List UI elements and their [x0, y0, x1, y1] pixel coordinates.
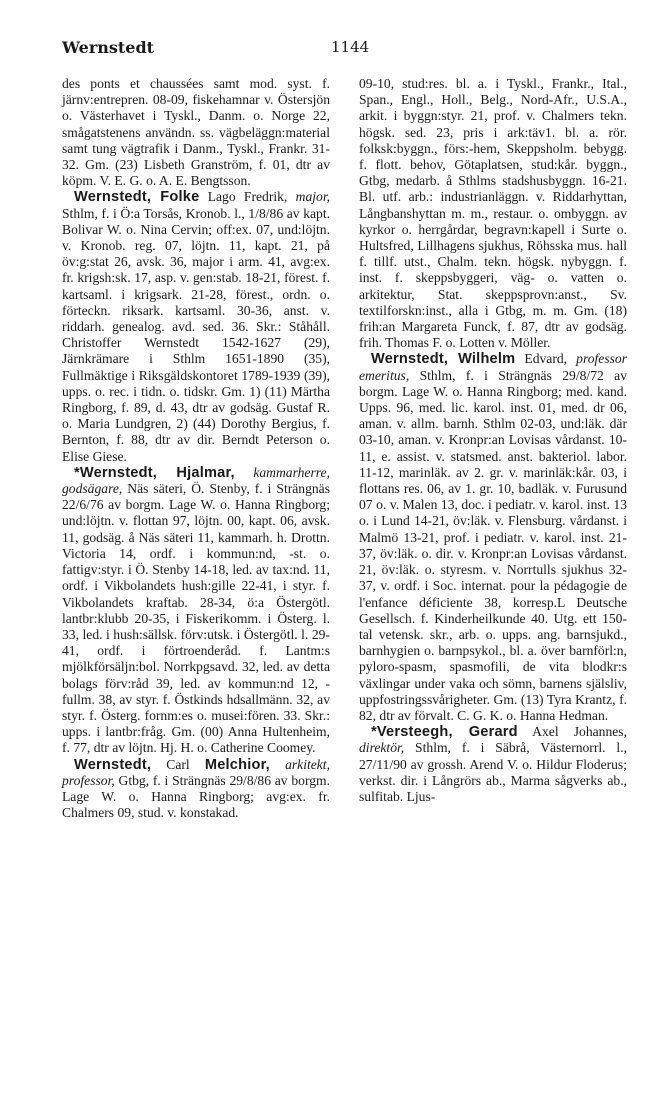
entry-given-names: Edvard, [515, 351, 577, 367]
entry-headword: Wernstedt, [74, 756, 152, 773]
page-header [62, 38, 602, 64]
entry-continuation [62, 76, 330, 189]
entry-headword: *Wernstedt, Hjalmar, [74, 464, 235, 481]
entry-title: major, [295, 189, 330, 205]
entry-wernstedt-wilhelm [359, 351, 627, 724]
entry-text: 09-10, stud:res. bl. a. i Tyskl., Frankr., Ital., Span., Engl., Holl., Belg., Nord-Afr., U.S.A., arkit. i byggn:styr. 21, prof. v. Chalmers tekn. högsk. sed. 23, pris i ark:täv1. bl. a. rör. folksk:byggn., förs:-hem, Skeppsholm. bebygg. f. flott. behov, Götaplatsen, stud:kår. byggn., Gtbg, medarb. å Sthlms stadshusbyggn. 16-21. Bl. utf. arb.: industrianläggn. v. Riddarhyttan, Långbanshyttan m. m., restaur. o. ombyggn. av kyrkor o. herrgårdar, begravn:kapell i Surte o. Hultsfred, Lillhagens sjukhus, Röhsska mus. hall f. tillf. utst., Chalm. tekn. högsk. nybyggn. f. inst. f. skeppsbyggeri, väg- o. vatten o. arkitektur, Stat. skeppsprovn:anst., Sv. textilforskn:inst., alla i Gtbg, m. m. Gm. (18) frih:an Margareta Funck, f. 87, dtr av godsäg. frih. Thomas F. o. Lotten v. Möller. [359, 76, 627, 351]
entry-given-names: Carl [151, 756, 205, 772]
right-column [359, 76, 627, 805]
entry-headword: *Versteegh, Gerard [371, 724, 518, 741]
entry-headword: Wernstedt, Wilhelm [371, 351, 516, 368]
entry-versteegh-gerard [359, 724, 627, 805]
entry-wernstedt-folke [62, 189, 330, 464]
entry-given-names: Lago Fredrik, [199, 189, 296, 205]
entry-text: des ponts et chaussées samt mod. syst. f. järnv:entrepren. 08-09, fiskehamnar v. Östersjön o. Västerhavet i Tyskl., Danm. o. Norge 22, smågatstenens användn. ss. vägbeläggn:material samt tung vägtrafik i Danm., Tyskl., Frankr. 31-32. Gm. (23) Lisbeth Granström, f. 01, dtr av köpm. V. E. G. o. A. E. Bengtsson. [62, 76, 330, 189]
entry-title: arkitekt, professor, [62, 756, 330, 788]
entry-given-names [235, 465, 254, 480]
entry-text: Sthlm, f. i Säbrå, Västernorrl. l., 27/11/90 av grossh. Arend V. o. Hildur Floderus; verkst. dir. i Långrörs ab., Marma sågverks ab., sulfitab. Ljus- [359, 740, 627, 804]
entry-wernstedt-hjalmar [62, 465, 330, 757]
entry-title: professor emeritus, [359, 351, 627, 383]
entry-title: direktör, [359, 740, 405, 756]
entry-text: Näs säteri, Ö. Stenby, f. i Strängnäs 22/6/76 av borgm. Lage W. o. Hanna Ringborg; und:löjtn. v. flottan 97, löjtn. 00, kapt. 06, avsk. 11, godsäg. å Näs säteri 11, kammarh. h. Drottn. Victoria 14, ordf. i kommun:nd, -st. o. fattigv:styr. i Ö. Stenby 14-18, led. av tax:nd. 11, ordf. i Vikbolandets hush:gille 22-41, i styr. f. Vikbolandets kraftab. 28-34, ö:a Östergötl. lantbr:klubb 20-35, i Fiskerikomm. i Österg. l. 33, led. i hush:sällsk. förv:utsk. i Östergötl. l. 29-41, ordf. i förtroenderåd. f. Lantm:s mjölkförsäljn:bol. Norrkpgsavd. 32, led. av detta bolags förv:råd 39, led. av kommun:nd 12, -fullm. 38, av styr. f. Östkinds hdsallmänn. 32, av styr. f. Österg. fornm:es o. musei:fören. 33. Skr.: upps. i lantbr:fråg. Gm. (00) Anna Hultenheim, f. 77, dtr av löjtn. Hj. H. o. Catherine Coomey. [62, 481, 330, 756]
entry-wernstedt-melchior [62, 757, 330, 822]
left-column [62, 76, 330, 821]
entry-text: Sthlm, f. i Strängnäs 29/8/72 av borgm. Lage W. o. Hanna Ringborg; med. kand. Upps. 96, med. lic. karol. inst. 01, med. dr 06, aman. v. allm. barnh. Sthlm 02-03, und:läk. där 03-10, aman. v. Kronpr:an Lovisas vårdanst. 10-11, e. assist. v. statsmed. anst. bakteriol. labor. 11-12, marinläk. av 2. gr. v. marinläk:kår. 03, i flottans res. 06, av 1. gr. 10, badläk. v. Furusund 07 o. v. Malen 13, doc. i pediatr. v. karol. inst. 13 o. i Lund 14-21, öv:läk. v. Flensburg. vårdanst. i Malmö 13-21, prof. i pediatr. v. karol. inst. 21-37, öv:läk. o. dir. v. Kronpr:an Lovisas vårdanst. 21, öv:läk. o. styresm. v. Norrtulls sjukhus 32-37, v. ordf. i Soc. internat. pour la pédagogie de l'enfance déficiente 38, korresp.L Deutsche Gesellsch. f. Kinderheilkunde 40. Utg. ett 150-tal vetensk. skr., arb. o. upps. ang. barnsjukd., barnhygien o. barnpsykol., bl. a. över barnförl:n, pyloro-spasm, spasmofili, de vita blodkr:s växlingar under vaka och sömn, barnens själsliv, uppfostringssvårigheter. Gm. (13) Tyra Krantz, f. 82, dtr av förvalt. C. G. K. o. Hanna Hedman. [359, 367, 627, 723]
page-number: 1144 [331, 38, 370, 56]
entry-title: kammarherre, godsägare, [62, 464, 330, 497]
entry-text: Sthlm, f. i Ö:a Torsås, Kronob. l., 1/8/86 av kapt. Bolivar W. o. Nina Cervin; off:ex. 07, und:löjtn. v. Kronob. reg. 07, löjtn. 11, kapt. 21, på öv:g:stat 26, avsk. 36, major i arm. 41, avg:ex. fr. krigsh:sk. 17, asp. v. gen:stab. 18-21, förest. f. kartsaml. i krigsark. 21-28, förest., ordn. o. förteckn. riksark. kartsaml. 30-36, anst. v. riddarh. genealog. avd. sed. 36. Skr.: Ståhåll. Christoffer Wernstedt 1542-1627 (29), Järnkrämare i Sthlm 1651-1890 (35), Fullmäktige i Riksgäldskontoret 1789-1939 (39), upps. o. rec. i tidn. o. tidskr. Gm. 1) (11) Märtha Ringborg, f. 89, d. 43, dtr av godsäg. Gustaf R. o. Maria Lundgren, 2) (44) Dorothy Bergius, f. Bernton, f. 88, dtr av dir. Berndt Peterson o. Elise Giese. [62, 205, 330, 464]
entry-text: Gtbg, f. i Strängnäs 29/8/86 av borgm. Lage W. o. Hanna Ringborg; avg:ex. fr. Chalmers 09, stud. v. konstakad. [62, 772, 330, 821]
entry-given-names: Axel Johannes, [517, 724, 627, 740]
entry-headword: Wernstedt, Folke [74, 189, 200, 206]
entry-headword-name: Melchior, [204, 756, 270, 773]
entry-continuation [359, 76, 627, 351]
running-head: Wernstedt [62, 38, 155, 57]
